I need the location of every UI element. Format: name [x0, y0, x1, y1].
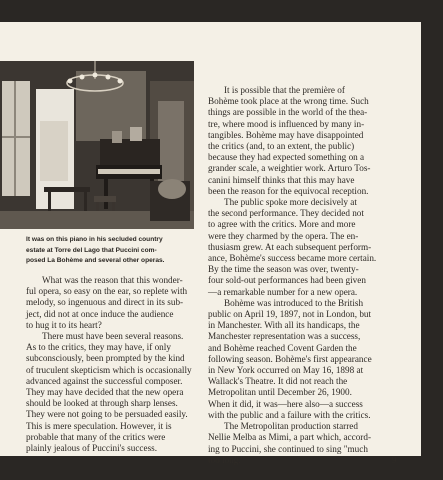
piano-room-photo [0, 61, 194, 229]
paragraph: Bohème was introduced to the British public on April 19, 1897, not in London, but in Manchester. With all its handicaps, the Manchester representation was a success, and Bohème reached Covent Garden the following season. Bohème's first appearance in New York occurred on May 16, 1898 at Wallack's Theatre. It did not reach the Metropolitan until December 26, 1900. When it did, it was—here also—a success with the public and a failure with the critics. [208, 297, 372, 420]
paragraph: It is possible that the première of Bohème took place at the wrong time. Such things are possible in the world of the thea- tre, where mood is influenced by many in- tangibles. Bohème may have disappointed the critics (and, to an extent, the public) because they had expected something on a grander scale, a weightier work. Arturo Tos- canini himself thinks that this may have been the reason for the equivocal reception. [208, 85, 371, 196]
page-number: 9 [392, 455, 397, 465]
paragraph: The Metropolitan production starred Nellie Melba as Mimi, a part which, accord- ing to Puccini, she continued to sing "much too long." [208, 421, 372, 465]
photo-graphic [0, 61, 194, 229]
paragraph: The public spoke more decisively at the second performance. They decided not to agree with the critics. More and more were they charmed by the opera. The en- thusiasm grew. At each subsequent perform- ance, Bohème's success became more certain. By the time the season was over, twenty- four sold-out performances had been given —a remarkable number for a new opera. [208, 197, 377, 297]
text-column-right [208, 85, 380, 466]
paragraph: There must have been several reasons. As to the critics, they may have, if only subconsciously, been prompted by the kind of truculent skepticism which is occasionally advanced against the successful composer. They may have decided that the new opera should be looked at through sharp lenses. They were not going to be persuaded easily. This is mere speculation. However, it is probable that many of the critics were plainly jealous of Puccini's success. [26, 331, 192, 454]
text-column-left [26, 275, 198, 454]
photo-caption: It was on this piano in his secluded country estate at Torre del Lago that Puccini com- posed La Bohème and several other operas. [26, 236, 165, 265]
paragraph: What was the reason that this wonder- ful opera, so easy on the ear, so replete with melody, so ingenuous and direct in its sub- ject, did not at once induce the audience to hug it to its heart? [26, 275, 188, 330]
book-page [0, 22, 421, 465]
